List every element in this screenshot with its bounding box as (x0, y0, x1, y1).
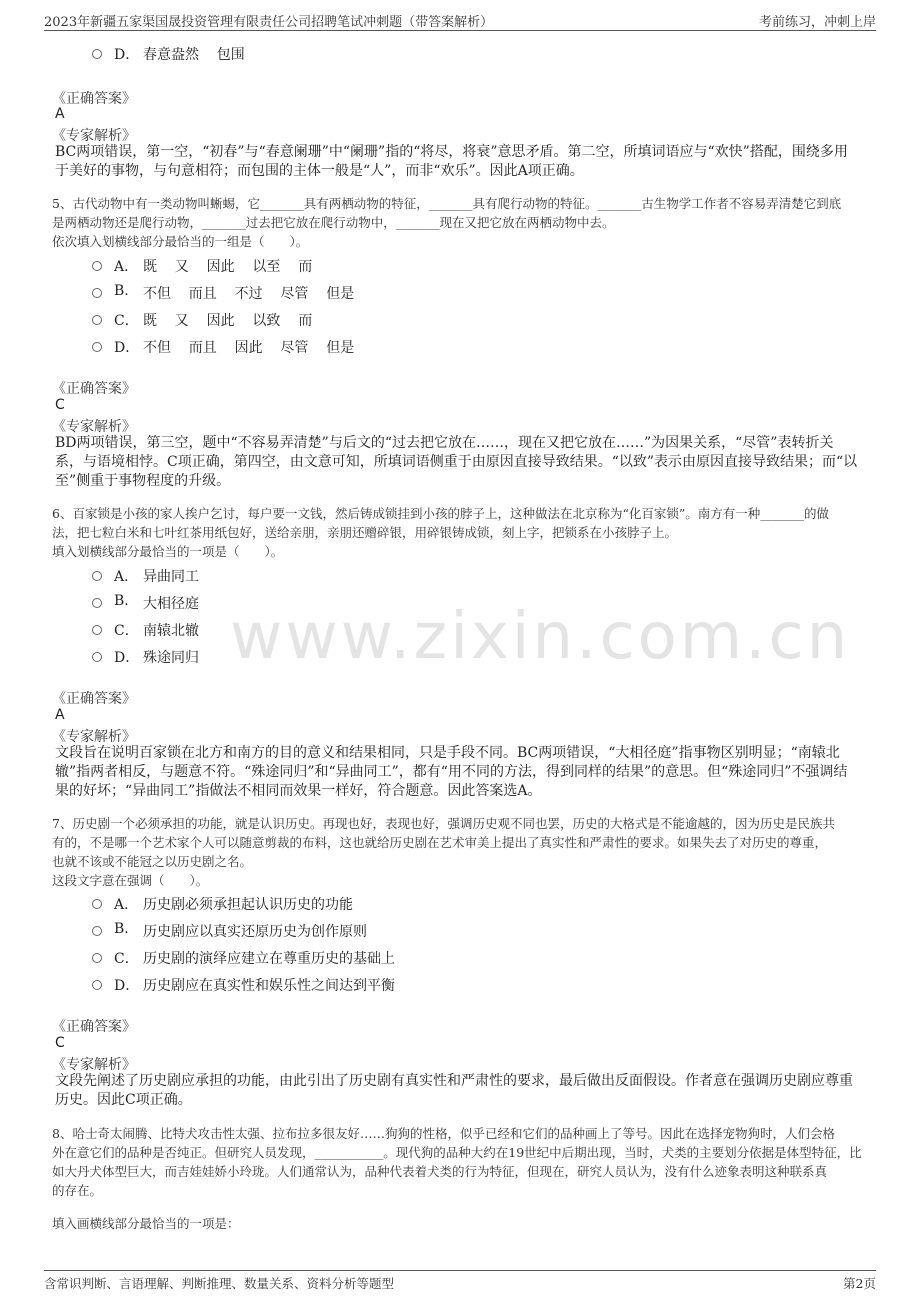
radio-icon[interactable] (92, 598, 102, 608)
header-slogan: 考前练习，冲刺上岸 (758, 15, 876, 30)
analysis-heading: 《专家解析》 (52, 1057, 136, 1073)
radio-icon[interactable] (92, 571, 102, 581)
analysis-heading: 《专家解析》 (52, 729, 136, 745)
q4-analysis: BC两项错误，第一空，“初春”与“春意阑珊”中“阑珊”指的“将尽，将衰”意思矛盾。第二空，所填词语应与“欢快”搭配，围绕多用于美好的事物，与句意相符；而包围的主体一般是“人”，而非“欢乐”。因此A项正确。 (55, 144, 848, 179)
q6-analysis: 文段旨在说明百家锁在北方和南方的目的意义和结果相同，只是手段不同。BC两项错误，“大相径庭”指事物区别明显；“南辕北辙”指两者相反，与题意不符。“殊途同归”和“异曲同工”，都有“用不同的方法，得到同样的结果”的意思。但“殊途同归”不强调结果的好坏；“异曲同工”指做法不相同而效果一样好，符合题意。因此答案选A。 (55, 745, 848, 799)
radio-icon[interactable] (92, 342, 102, 352)
q8-question: 填入画横线部分最恰当的一项是： (52, 1216, 240, 1231)
radio-icon[interactable] (92, 315, 102, 325)
document-title: 2023年新疆五家渠国晟投资管理有限责任公司招聘笔试冲刺题（带答案解析） (44, 15, 494, 30)
watermark: www.zixin.com.cn (230, 600, 851, 674)
footer-topics: 含常识判断、言语理解、判断推理、数量关系、资料分析等题型 (44, 1276, 395, 1291)
radio-icon[interactable] (92, 288, 102, 298)
radio-icon[interactable] (92, 261, 102, 271)
analysis-heading: 《专家解析》 (52, 419, 136, 435)
answer-heading: 《正确答案》 (52, 1019, 136, 1035)
analysis-heading: 《专家解析》 (52, 128, 136, 144)
radio-icon[interactable] (92, 49, 102, 59)
radio-icon[interactable] (92, 652, 102, 662)
radio-icon[interactable] (92, 980, 102, 990)
page-number: 第2页 (843, 1276, 876, 1291)
q6-stem: 6、百家锁是小孩的家人挨户乞讨，每户要一文钱，然后铸成锁挂到小孩的脖子上，这种做法在北京称为“化百家锁”。南方有一种_______的做 法，把七粒白米和七叶红茶用纸包好，送给亲朋，亲朋还赠碎银，用碎银铸成锁，刻上字，把锁系在小孩脖子上。 填入划横线部分最恰当的一项是（ ）。 (52, 506, 829, 559)
radio-icon[interactable] (92, 953, 102, 963)
q7-stem: 7、历史剧一个必须承担的功能，就是认识历史。再现也好，表现也好，强调历史观不同也罢，历史的大格式是不能逾越的，因为历史是民族共 有的，不是哪一个艺术家个人可以随意剪裁的布料，这也就给历史剧在艺术审美上提出了真实性和严肃性的要求。如果失去了对历史的尊重， 也就不该或不能冠之以历史剧之名。 这段文字意在强调（ ）。 (52, 816, 835, 888)
radio-icon[interactable] (92, 926, 102, 936)
answer-heading: 《正确答案》 (52, 381, 136, 397)
q5-answer: C (55, 397, 65, 413)
radio-icon[interactable] (92, 899, 102, 909)
q8-stem: 8、哈士奇太闹腾、比特犬攻击性太强、拉布拉多很友好……狗狗的性格，似乎已经和它们的品种画上了等号。因此在选择宠物狗时，人们会格 外在意它们的品种是否纯正。但研究人员发现，___________。现代狗的品种大约在19世纪中后期出现，当时，犬类的主要划分依据是体型特征，比 如大丹犬体型巨大，而吉娃娃娇小玲珑。人们通常认为，品种代表着犬类的行为特征，但现在，研究人员认为，没有什么迹象表明这种联系真 的存在。 (52, 1126, 862, 1198)
q6-answer: A (55, 707, 65, 723)
answer-heading: 《正确答案》 (52, 91, 136, 107)
radio-icon[interactable] (92, 625, 102, 635)
q5-stem: 5、古代动物中有一类动物叫蜥蜴，它_______具有两栖动物的特征，_______具有爬行动物的特征。_______古生物学工作者不容易弄清楚它到底 是两栖动物还是爬行动物，_______过去把它放在爬行动物中，_______现在又把它放在两栖动物中去。 依次填入划横线部分最恰当的一组是（ ）。 (52, 196, 842, 249)
q7-analysis: 文段先阐述了历史剧应承担的功能，由此引出了历史剧有真实性和严肃性的要求，最后做出反面假设。作者意在强调历史剧应尊重历史。因此C项正确。 (55, 1073, 853, 1108)
answer-heading: 《正确答案》 (52, 691, 136, 707)
page-footer (44, 1270, 876, 1293)
page-header (44, 8, 876, 31)
q5-analysis: BD两项错误，第三空，题中“不容易弄清楚”与后文的“过去把它放在……，现在又把它放在……”为因果关系，“尽管”表转折关系，与语境相悖。C项正确，第四空，由文意可知，所填词语侧重于由原因直接导致结果。“以致”表示由原因直接导致结果；而“以至”侧重于事物程度的升级。 (55, 435, 858, 489)
q7-answer: C (55, 1035, 65, 1051)
q4-answer: A (55, 106, 65, 122)
